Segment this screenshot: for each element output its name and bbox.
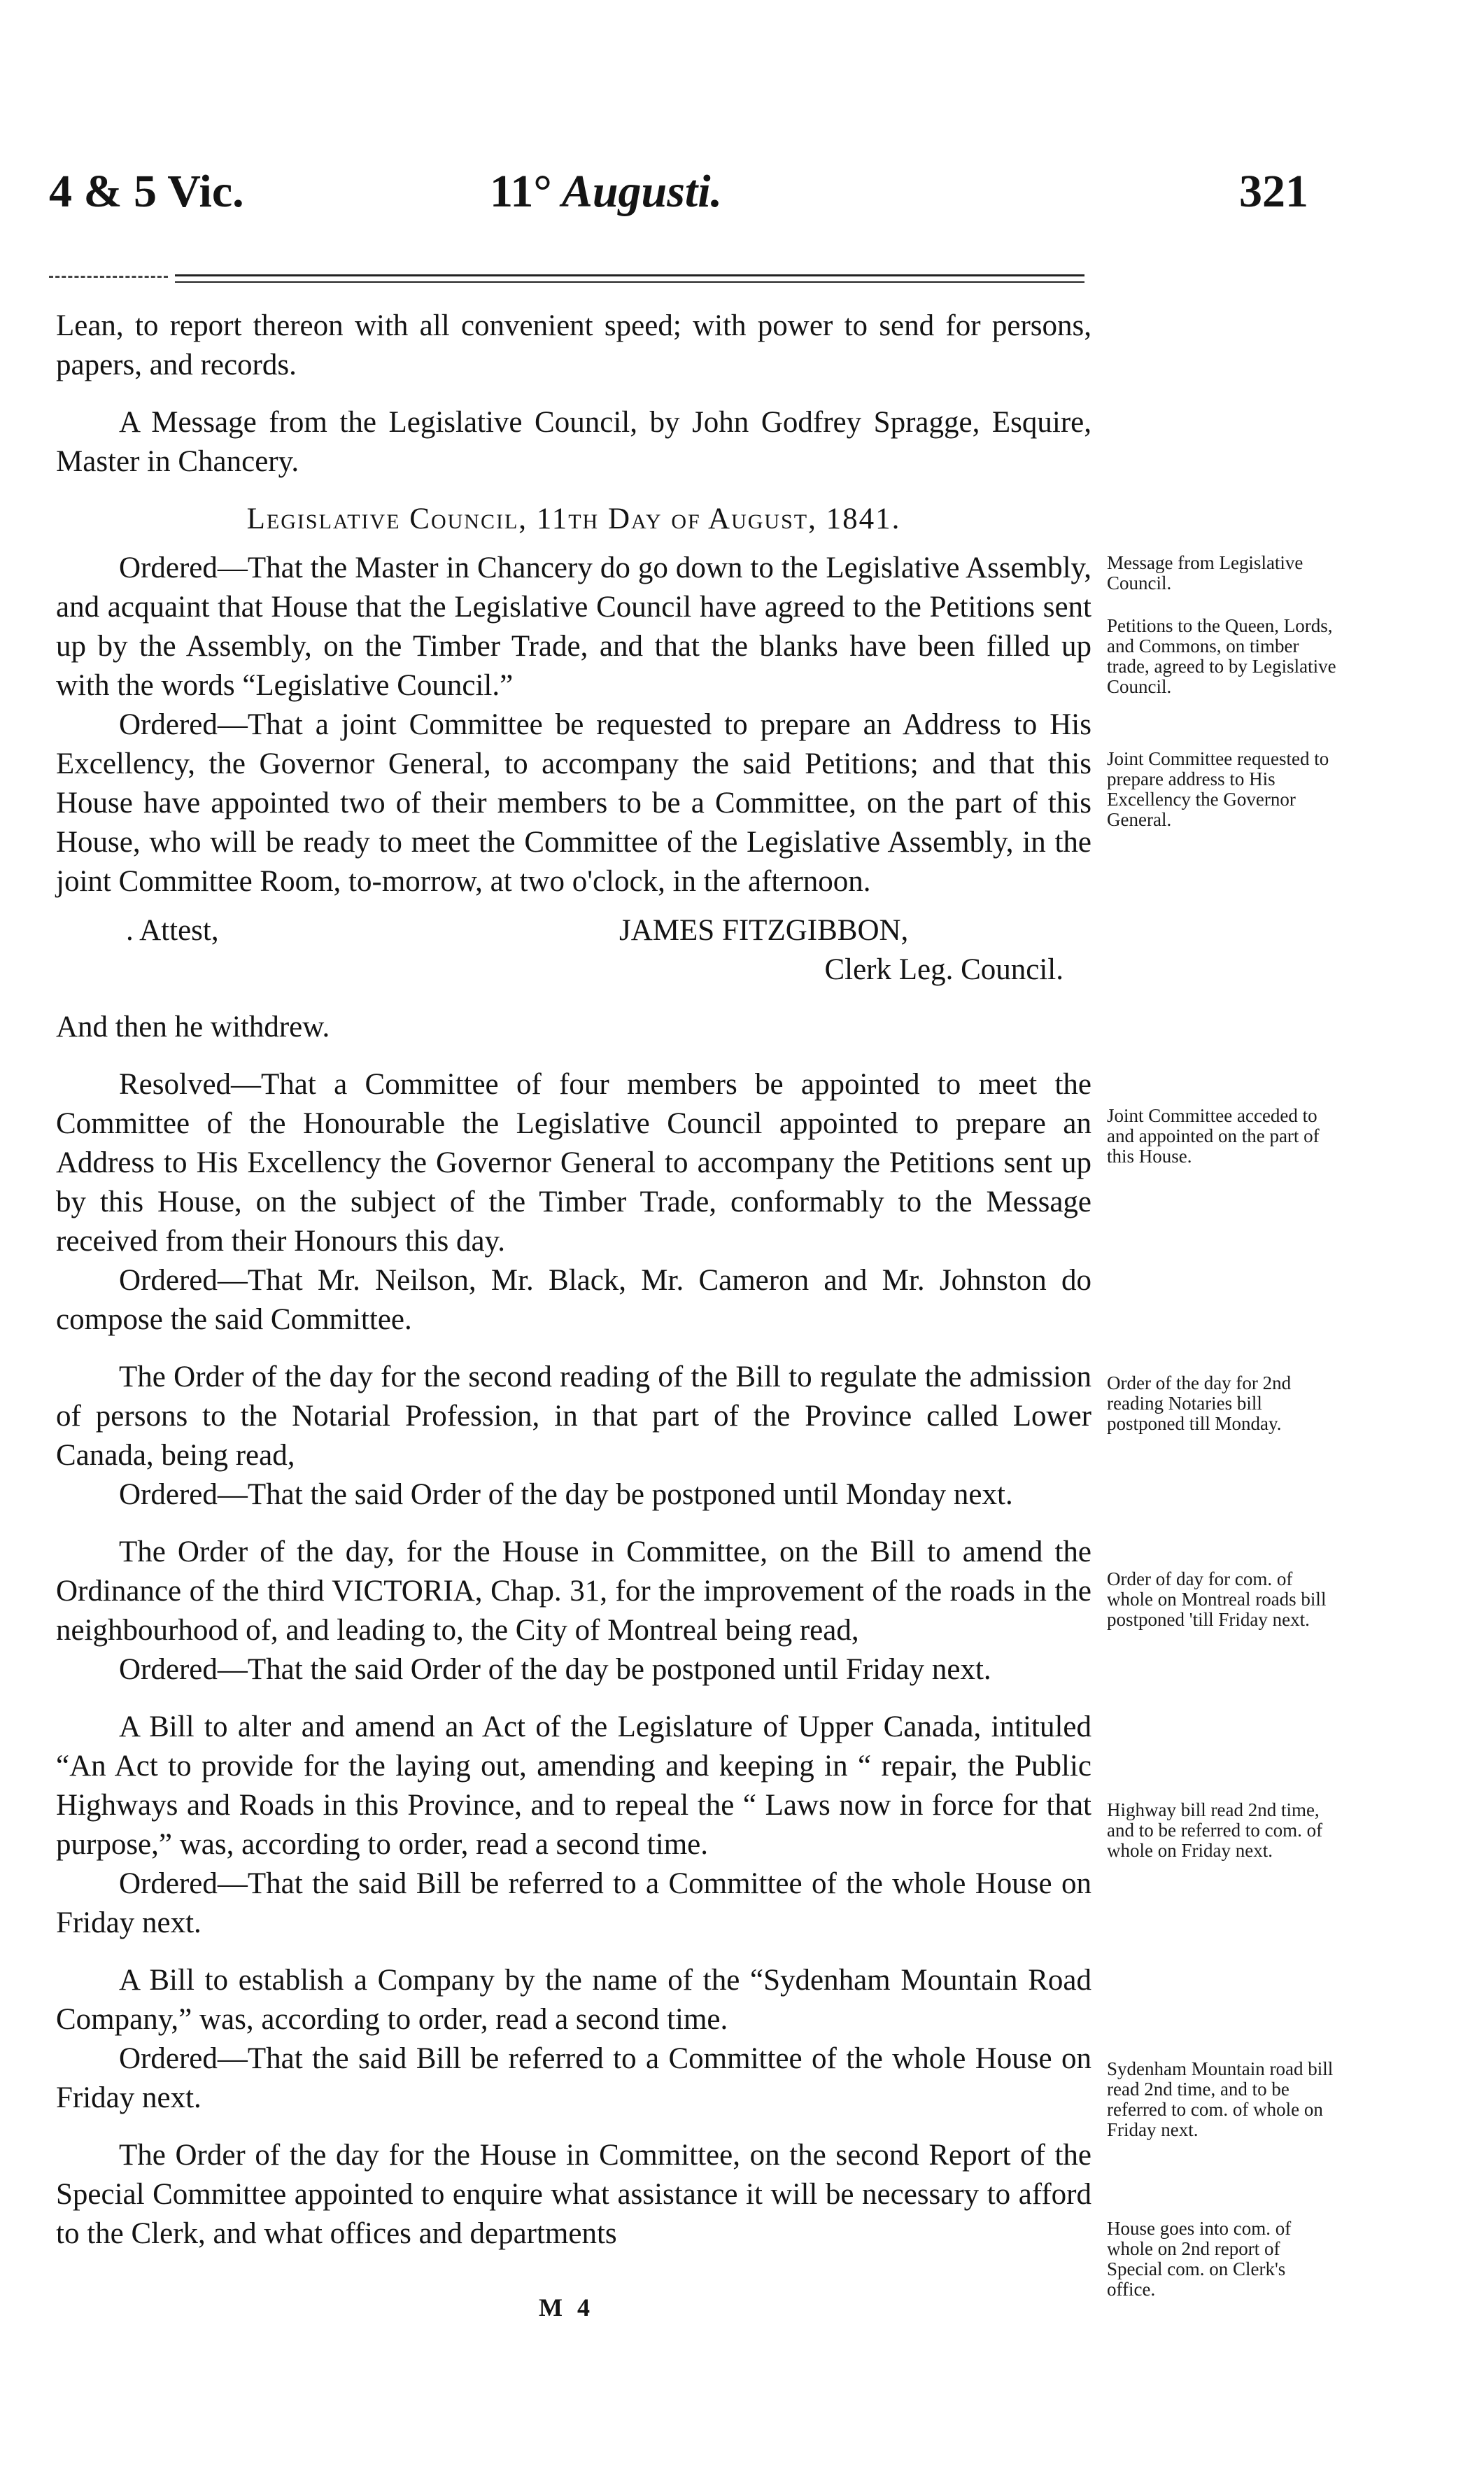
signer-title: Clerk Leg. Council. (824, 953, 1063, 986)
paragraph-montreal-roads: The Order of the day, for the House in Committee, on the Bill to amend the Ordinance of the third VICTORIA, Chap. 31, for the improvement of the roads in the neighbourhood of, and leading to, the City of Montreal being read, (56, 1535, 1091, 1647)
paragraph-sydenham: A Bill to establish a Company by the name of the “Sydenham Mountain Road Company,” was, according to order, read a second time. (56, 1964, 1091, 2036)
margin-note-sydenham: Sydenham Mountain road bill read 2nd time, and to be referred to com. of whole on Friday next. (1107, 2058, 1334, 2140)
margin-note-petitions: Petitions to the Queen, Lords, and Commons, on timber trade, agreed to by Legislative Council. (1107, 615, 1336, 697)
paragraph-clerk-report: The Order of the day for the House in Committee, on the second Report of the Special Committee appointed to enquire what assistance it will be necessary to afford to the Clerk, and what offices and departments (56, 2139, 1091, 2250)
margin-note-joint-committee: Joint Committee requested to prepare address to His Excellency the Governor General. (1107, 748, 1329, 830)
date-heading (490, 165, 722, 218)
date-word: Augusti. (551, 166, 723, 217)
council-heading: Legislative Council, 11th Day of August, 1841. (246, 502, 901, 535)
margin-note-joint-acceded: Joint Committee acceded to and appointed on the part of this House. (1107, 1105, 1320, 1167)
session-reference: 4 & 5 Vic. (49, 166, 244, 217)
paragraph-ordered-2: Ordered—That a joint Committee be requested to prepare an Address to His Excellency, the Governor General, to accompany the said Petitions; and that this House have appointed two of their members to be a Committee, on the part of this House, who will be ready to meet the Committee of the Legislative Assembly, in the joint Committee Room, to-morrow, at two o'clock, in the afternoon. (56, 708, 1091, 898)
paragraph-ordered-3: Ordered—That Mr. Neilson, Mr. Black, Mr. Cameron and Mr. Johnston do compose the said Committee. (56, 1264, 1091, 1336)
header-rule-thin (175, 281, 1084, 283)
paragraph-resolved: Resolved—That a Committee of four members be appointed to meet the Committee of the Honourable the Legislative Council appointed to prepare an Address to His Excellency the Governor General to accompany the Petitions sent up by this House, on the subject of the Timber Trade, conformably to the Message received from their Honours this day. (56, 1068, 1091, 1258)
header-rule-thick (175, 274, 1084, 276)
margin-note-clerk-office: House goes into com. of whole on 2nd report of Special com. on Clerk's office. (1107, 2218, 1292, 2300)
signer-name: JAMES FITZGIBBON, (619, 914, 909, 947)
paragraph-ordered-4: Ordered—That the said Order of the day be postponed until Monday next. (119, 1478, 1013, 1511)
paragraph-withdrew: And then he withdrew. (56, 1011, 330, 1043)
margin-note-montreal: Order of day for com. of whole on Montreal roads bill postponed 'till Friday next. (1107, 1568, 1327, 1630)
attest-label: . Attest, (126, 914, 219, 947)
paragraph-ordered-1: Ordered—That the Master in Chancery do go down to the Legislative Assembly, and acquaint that House that the Legislative Council have agreed to the Petitions sent up by the Assembly, on the Timber Trade, and that the blanks have been filled up with the words “Legislative Council.” (56, 551, 1091, 702)
paragraph-highways: A Bill to alter and amend an Act of the Legislature of Upper Canada, intituled “An Act to provide for the laying out, amending and keeping in “ repair, the Public Highways and Roads in this Province, and to repeal the “ Laws now in force for that purpose,” was, according to order, read a second time. (56, 1710, 1091, 1861)
journal-body (56, 307, 1091, 2254)
paragraph-message: A Message from the Legislative Council, by John Godfrey Spragge, Esquire, Master in Chancery. (56, 406, 1091, 478)
paragraph-ordered-7: Ordered—That the said Bill be referred to a Committee of the whole House on Friday next. (56, 2042, 1091, 2114)
paragraph-continuation: Lean, to report thereon with all convenient speed; with power to send for persons, papers, and records. (56, 309, 1091, 381)
paragraph-ordered-5: Ordered—That the said Order of the day be postponed until Friday next. (119, 1653, 991, 1686)
page-header (49, 165, 1308, 228)
margin-note-highway: Highway bill read 2nd time, and to be referred to com. of whole on Friday next. (1107, 1799, 1323, 1861)
header-rule-dashed (49, 276, 168, 278)
margin-note-message: Message from Legislative Council. (1107, 552, 1303, 593)
paragraph-ordered-6: Ordered—That the said Bill be referred to a Committee of the whole House on Friday next. (56, 1867, 1091, 1939)
signature-mark: M 4 (539, 2293, 594, 2321)
date-number: 11° (490, 166, 552, 217)
paragraph-notarial: The Order of the day for the second reading of the Bill to regulate the admission of persons to the Notarial Profession, in that part of the Province called Lower Canada, being read, (56, 1361, 1091, 1472)
attest-line (56, 911, 1091, 950)
margin-note-notaries: Order of the day for 2nd reading Notaries bill postponed till Monday. (1107, 1372, 1292, 1434)
page-number: 321 (1239, 166, 1308, 217)
